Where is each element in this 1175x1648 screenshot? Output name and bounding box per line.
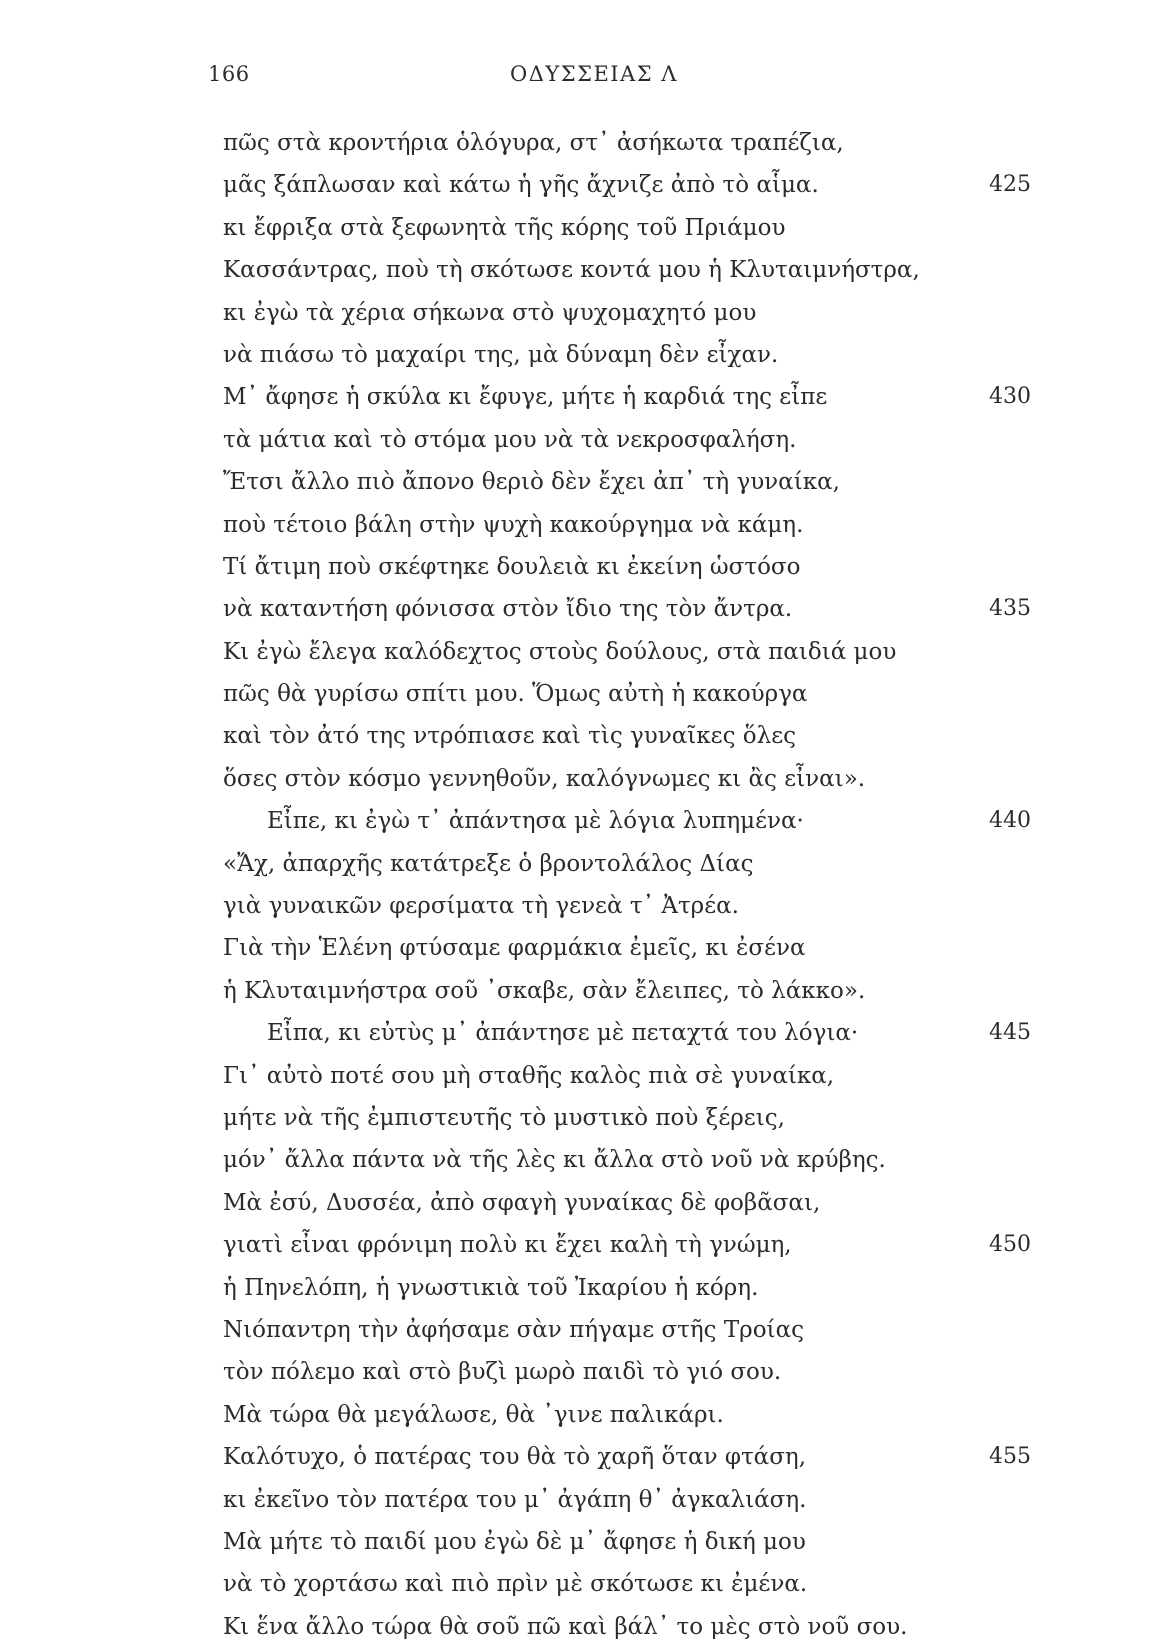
verse-text: Κι ἐγὼ ἔλεγα καλόδεχτος στοὺς δούλους, στὰ παιδιά μου	[223, 638, 897, 665]
verse-text: Εἶπα, κι εὐτὺς μ᾽ ἀπάντησε μὲ πεταχτά του λόγια·	[267, 1020, 859, 1047]
verse-text: τὸν πόλεμο καὶ στὸ βυζὶ μωρὸ παιδὶ τὸ γιό σου.	[223, 1359, 782, 1386]
verse-line	[223, 927, 1043, 969]
verse-line	[223, 631, 1043, 673]
verse-text: πῶς στὰ κροντήρια ὁλόγυρα, στ᾽ ἀσήκωτα τραπέζια,	[223, 130, 844, 156]
line-number: 455	[989, 1444, 1031, 1470]
verse-text: Μὰ μήτε τὸ παιδί μου ἐγὼ δὲ μ᾽ ἄφησε ἡ δική μου	[223, 1528, 806, 1555]
verse-text: μήτε νὰ τῆς ἐμπιστευτῆς τὸ μυστικὸ ποὺ ξέρεις,	[223, 1104, 785, 1131]
verse-text: γιὰ γυναικῶν φερσίματα τὴ γενεὰ τ᾽ Ἀτρέα.	[223, 893, 739, 920]
verse-line	[223, 1521, 1043, 1563]
verse-line	[223, 1436, 1043, 1478]
line-number: 435	[989, 596, 1031, 622]
verse-text: μόν᾽ ἄλλα πάντα νὰ τῆς λὲς κι ἄλλα στὸ νοῦ νὰ κρύβης.	[223, 1147, 886, 1174]
verse-line	[223, 1606, 1043, 1648]
verse-line	[223, 207, 1043, 249]
verse-line	[223, 843, 1043, 885]
line-number: 450	[989, 1232, 1031, 1258]
verse-text: καὶ τὸν ἀτό της ντρόπιασε καὶ τὶς γυναῖκες ὅλες	[223, 723, 797, 750]
verse-text: «Ἄχ, ἀπαρχῆς κατάτρεξε ὁ βροντολάλος Δίας	[223, 850, 754, 877]
verse-text: ἡ Κλυταιμνήστρα σοῦ ᾽σκαβε, σὰν ἔλειπες, τὸ λάκκο».	[223, 977, 866, 1004]
verse-line	[223, 249, 1043, 291]
verse-text: γιατὶ εἶναι φρόνιμη πολὺ κι ἔχει καλὴ τὴ γνώμη,	[223, 1232, 792, 1259]
verse-line	[223, 461, 1043, 503]
verse-text: Νιόπαντρη τὴν ἀφήσαμε σὰν πήγαμε στῆς Τροίας	[223, 1316, 804, 1343]
verse-text: Μὰ τώρα θὰ μεγάλωσε, θὰ ᾽γινε παλικάρι.	[223, 1401, 724, 1428]
verse-line	[223, 1394, 1043, 1436]
verse-line	[223, 588, 1043, 630]
verse-line	[223, 970, 1043, 1012]
running-header	[0, 62, 1175, 98]
verse-line	[223, 885, 1043, 927]
verse-text: Εἶπε, κι ἐγὼ τ᾽ ἀπάντησα μὲ λόγια λυπημένα·	[267, 808, 804, 835]
verse-text: κι ἐκεῖνο τὸν πατέρα του μ᾽ ἀγάπη θ᾽ ἀγκαλιάση.	[223, 1486, 807, 1513]
verse-line	[223, 1139, 1043, 1181]
verse-line	[223, 800, 1043, 842]
line-number: 440	[989, 808, 1031, 834]
verse-text: νὰ πιάσω τὸ μαχαίρι της, μὰ δύναμη δὲν εἶχαν.	[223, 341, 779, 368]
verse-text: Κασσάντρας, ποὺ τὴ σκότωσε κοντά μου ἡ Κλυταιμνήστρα,	[223, 257, 920, 284]
verse-line	[223, 1097, 1043, 1139]
verse-text: τὰ μάτια καὶ τὸ στόμα μου νὰ τὰ νεκροσφαλήση.	[223, 426, 797, 453]
verse-line	[223, 334, 1043, 376]
verse-text: ὅσες στὸν κόσμο γεννηθοῦν, καλόγνωμες κι ἂς εἶναι».	[223, 765, 866, 792]
verse-text: Μὰ ἐσύ, Δυσσέα, ἀπὸ σφαγὴ γυναίκας δὲ φοβᾶσαι,	[223, 1189, 821, 1216]
verse-line	[223, 1224, 1043, 1266]
line-number: 445	[989, 1020, 1031, 1046]
verse-text: ἡ Πηνελόπη, ἡ γνωστικιὰ τοῦ Ἰκαρίου ἡ κόρη.	[223, 1274, 759, 1301]
verse-text: νὰ καταντήση φόνισσα στὸν ἴδιο της τὸν ἄντρα.	[223, 596, 793, 623]
verse-line	[223, 1563, 1043, 1605]
verse-text: ποὺ τέτοιο βάλη στὴν ψυχὴ κακούργημα νὰ κάμη.	[223, 511, 804, 538]
verse-line	[223, 546, 1043, 588]
verse-line	[223, 376, 1043, 418]
line-number: 430	[989, 384, 1031, 410]
verse-text: νὰ τὸ χορτάσω καὶ πιὸ πρὶν μὲ σκότωσε κι ἐμένα.	[223, 1571, 808, 1598]
line-number: 425	[989, 172, 1031, 198]
verse-text: μᾶς ξάπλωσαν καὶ κάτω ἡ γῆς ἄχνιζε ἀπὸ τὸ αἷμα.	[223, 172, 819, 199]
verse-line	[223, 1182, 1043, 1224]
verse-line	[223, 1309, 1043, 1351]
verse-line	[223, 1267, 1043, 1309]
verse-text: πῶς θὰ γυρίσω σπίτι μου. Ὅμως αὐτὴ ἡ κακούργα	[223, 681, 808, 708]
verse-text: Μ᾽ ἄφησε ἡ σκύλα κι ἔφυγε, μήτε ἡ καρδιά της εἶπε	[223, 384, 828, 411]
verse-line	[223, 504, 1043, 546]
verse-line	[223, 122, 1043, 164]
verse-line	[223, 673, 1043, 715]
verse-line	[223, 758, 1043, 800]
verse-line	[223, 1351, 1043, 1393]
page-number: 166	[208, 62, 250, 86]
verse-line	[223, 1055, 1043, 1097]
verse-text: Τί ἄτιμη ποὺ σκέφτηκε δουλειὰ κι ἐκείνη ὡστόσο	[223, 553, 801, 580]
verse-text: Καλότυχο, ὁ πατέρας του θὰ τὸ χαρῆ ὅταν φτάση,	[223, 1444, 807, 1471]
verse-text: Κι ἕνα ἄλλο τώρα θὰ σοῦ πῶ καὶ βάλ᾽ το μὲς στὸ νοῦ σου.	[223, 1613, 908, 1640]
verse-line	[223, 715, 1043, 757]
verse-line	[223, 164, 1043, 206]
verse-text: κι ἔφριξα στὰ ξεφωνητὰ τῆς κόρης τοῦ Πριάμου	[223, 214, 786, 241]
verse-line	[223, 292, 1043, 334]
verse-line	[223, 419, 1043, 461]
verse-text: κι ἐγὼ τὰ χέρια σήκωνα στὸ ψυχομαχητό μου	[223, 299, 757, 326]
poem-text	[223, 122, 1043, 1648]
verse-text: Ἔτσι ἄλλο πιὸ ἄπονο θεριὸ δὲν ἔχει ἀπ᾽ τὴ γυναίκα,	[223, 469, 840, 496]
verse-text: Γι᾽ αὐτὸ ποτέ σου μὴ σταθῆς καλὸς πιὰ σὲ γυναίκα,	[223, 1062, 835, 1089]
running-title: ΟΔΥΣΣΕΙΑΣ Λ	[510, 62, 678, 86]
verse-text: Γιὰ τὴν Ἑλένη φτύσαμε φαρμάκια ἐμεῖς, κι ἐσένα	[223, 935, 806, 962]
verse-line	[223, 1012, 1043, 1054]
